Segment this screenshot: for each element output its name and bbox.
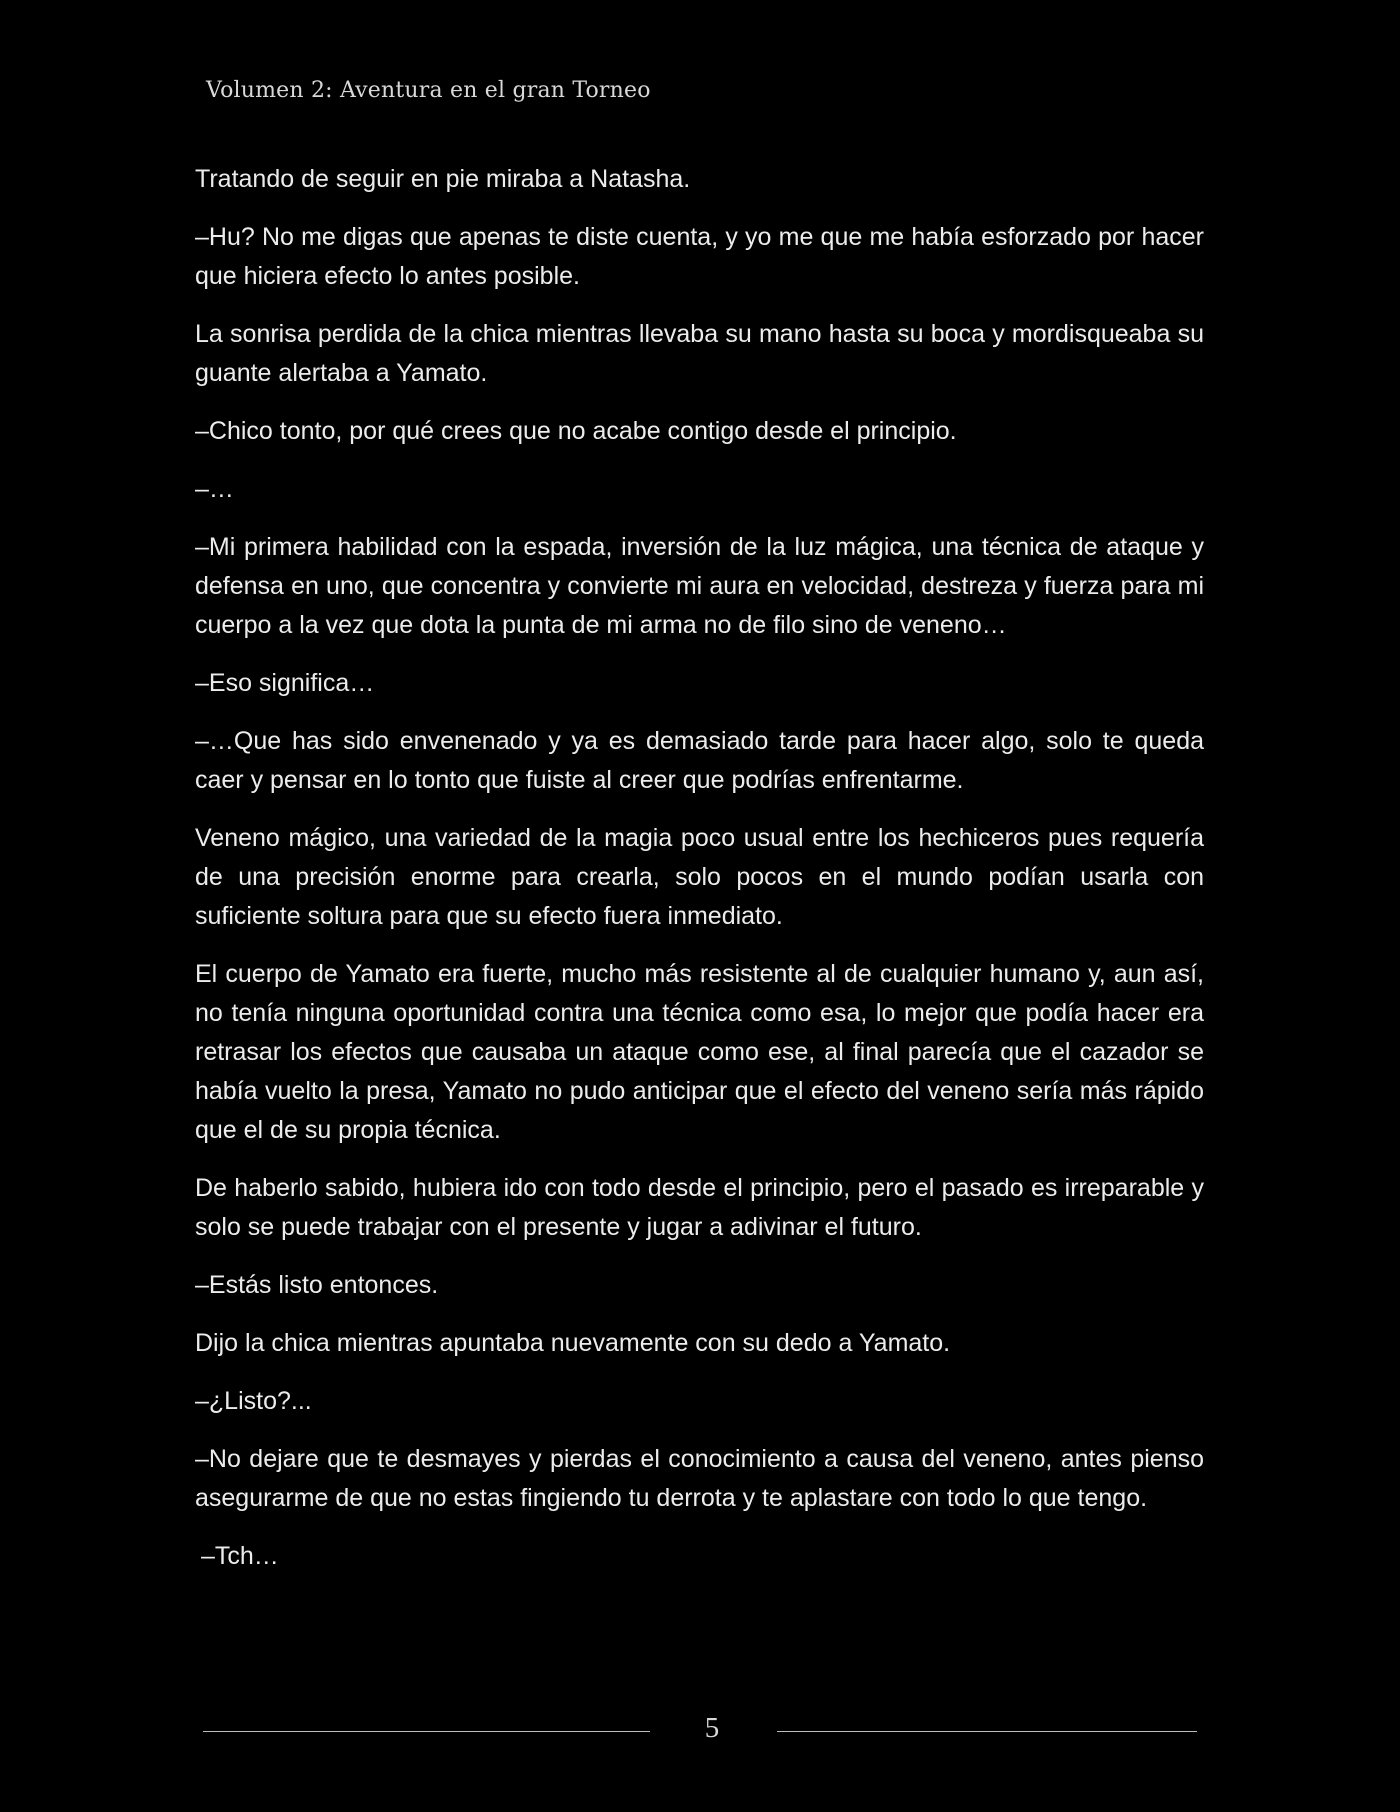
- paragraph: –Hu? No me digas que apenas te diste cuenta, y yo me que me había esforzado por hacer que hiciera efecto lo antes posible.: [195, 223, 1204, 290]
- paragraph: –…: [195, 475, 234, 503]
- paragraph: –¿Listo?...: [195, 1387, 312, 1415]
- running-header: Volumen 2: Aventura en el gran Torneo: [206, 78, 651, 103]
- paragraph: Dijo la chica mientras apuntaba nuevamente con su dedo a Yamato.: [195, 1329, 951, 1357]
- footer-rule-left: [203, 1731, 650, 1732]
- paragraph: Tratando de seguir en pie miraba a Natasha.: [195, 165, 691, 193]
- paragraph: De haberlo sabido, hubiera ido con todo desde el principio, pero el pasado es irreparable y solo se puede trabajar con el presente y jugar a adivinar el futuro.: [195, 1174, 1204, 1241]
- page-number: 5: [704, 1712, 720, 1744]
- paragraph: Veneno mágico, una variedad de la magia poco usual entre los hechiceros pues requería de una precisión enorme para crearla, solo pocos en el mundo podían usarla con suficiente soltura para que su efecto fuera inmediato.: [195, 824, 1204, 930]
- paragraph: –Eso significa…: [195, 669, 375, 697]
- paragraph: –Chico tonto, por qué crees que no acabe contigo desde el principio.: [195, 417, 957, 445]
- paragraph: El cuerpo de Yamato era fuerte, mucho más resistente al de cualquier humano y, aun así, no tenía ninguna oportunidad contra una técnica como esa, lo mejor que podía hacer era retrasar los efectos que causaba un ataque como ese, al final parecía que el cazador se había vuelto la presa, Yamato no pudo anticipar que el efecto del veneno sería más rápido que el de su propia técnica.: [195, 960, 1204, 1144]
- paragraph: –No dejare que te desmayes y pierdas el conocimiento a causa del veneno, antes pienso asegurarme de que no estas fingiendo tu derrota y te aplastare con todo lo que tengo.: [195, 1445, 1204, 1512]
- footer-rule-right: [777, 1731, 1197, 1732]
- paragraph: La sonrisa perdida de la chica mientras llevaba su mano hasta su boca y mordisqueaba su guante alertaba a Yamato.: [195, 320, 1204, 387]
- paragraph: –Estás listo entonces.: [195, 1271, 439, 1299]
- page-footer: [0, 1710, 1400, 1750]
- paragraph: –Mi primera habilidad con la espada, inversión de la luz mágica, una técnica de ataque y defensa en uno, que concentra y convierte mi aura en velocidad, destreza y fuerza para mi cuerpo a la vez que dota la punta de mi arma no de filo sino de veneno…: [195, 533, 1204, 639]
- paragraph: –…Que has sido envenenado y ya es demasiado tarde para hacer algo, solo te queda caer y pensar en lo tonto que fuiste al creer que podrías enfrentarme.: [195, 727, 1204, 794]
- paragraph: –Tch…: [201, 1542, 279, 1570]
- page-body: [195, 160, 1204, 1595]
